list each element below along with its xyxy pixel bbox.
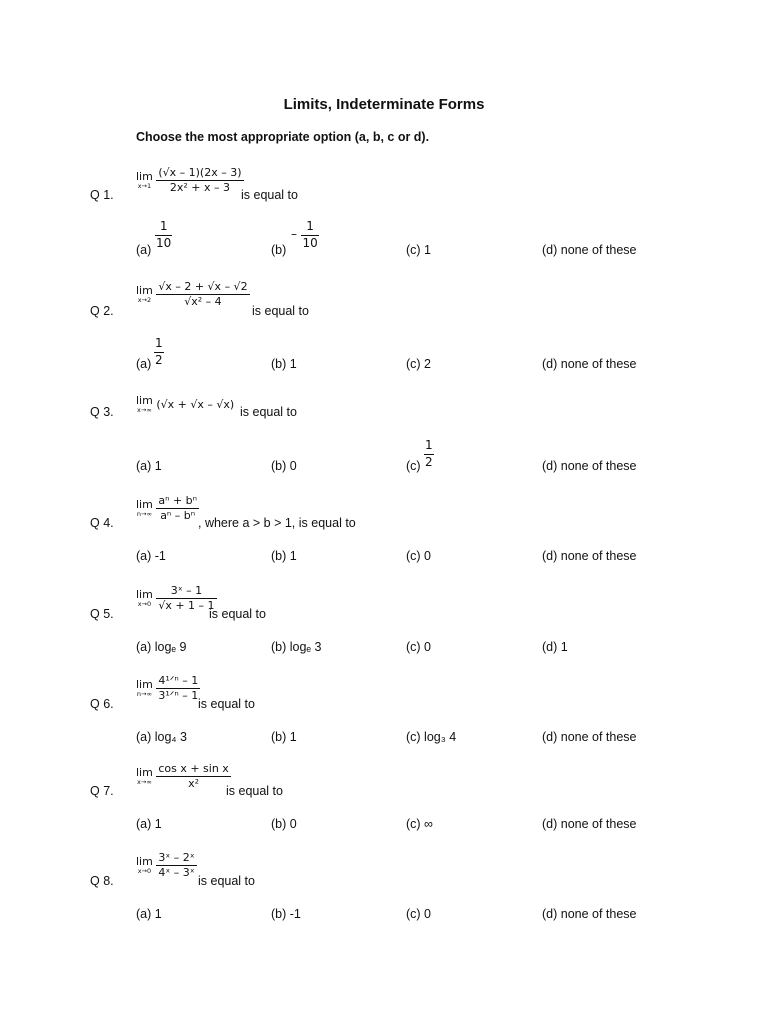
lim-operator: lim x→∞	[136, 766, 153, 786]
question-suffix: , where a > b > 1, is equal to	[198, 516, 356, 530]
option-b[interactable]: (b) -1	[271, 907, 301, 921]
question-label: Q 5.	[90, 607, 114, 621]
question-label: Q 6.	[90, 697, 114, 711]
question-suffix: is equal to	[198, 874, 255, 888]
denominator: aⁿ – bⁿ	[156, 508, 199, 523]
question-suffix: is equal to	[226, 784, 283, 798]
option-b[interactable]: (b) logₑ 3	[271, 640, 322, 654]
question-label: Q 7.	[90, 784, 114, 798]
question-suffix: is equal to	[252, 304, 309, 318]
option-b[interactable]: (b) 1	[271, 549, 297, 563]
option-b[interactable]: (b) 0	[271, 459, 297, 473]
limit-expression	[136, 674, 200, 703]
fraction	[156, 280, 249, 309]
fraction	[156, 494, 199, 523]
numerator: √x – 2 + √x – √2	[158, 280, 248, 293]
denominator: 4ˣ – 3ˣ	[158, 865, 195, 879]
lim-operator: lim x→2	[136, 284, 153, 304]
denominator: 2x² + x – 3	[156, 180, 243, 195]
option-a[interactable]: (a) logₑ 9	[136, 640, 187, 654]
option-a[interactable]: (a) log₄ 3	[136, 730, 187, 744]
question-suffix: is equal to	[241, 188, 298, 202]
question-suffix: is equal to	[240, 405, 297, 419]
denominator: 3¹ᐟⁿ – 1	[158, 688, 199, 702]
option-b[interactable]: (b)	[271, 243, 287, 257]
limit-expression	[136, 762, 231, 791]
option-d[interactable]: (d) none of these	[542, 357, 637, 371]
option-c[interactable]: (c) 0	[406, 549, 431, 563]
numerator: aⁿ + bⁿ	[158, 494, 198, 507]
limit-expression	[136, 494, 199, 523]
option-a[interactable]: (a) 1	[136, 907, 162, 921]
lim-operator: lim x→∞	[136, 394, 153, 414]
option-d[interactable]: (d) none of these	[542, 907, 637, 921]
option-c[interactable]: (c) 0	[406, 907, 431, 921]
limit-expression	[136, 280, 250, 309]
lim-operator: lim x→0	[136, 855, 153, 875]
fraction	[156, 674, 200, 703]
question-label: Q 2.	[90, 304, 114, 318]
numerator: 3ˣ – 2ˣ	[158, 851, 195, 864]
lim-operator: lim x→0	[136, 588, 153, 608]
numerator: 3ˣ – 1	[170, 584, 203, 597]
option-a[interactable]: (a)	[136, 243, 152, 257]
expression-body: (√x + √x – √x)	[156, 397, 235, 411]
option-d[interactable]: (d) none of these	[542, 459, 637, 473]
question-label: Q 8.	[90, 874, 114, 888]
question-label: Q 3.	[90, 405, 114, 419]
option-a[interactable]: (a) 1	[136, 459, 162, 473]
option-a[interactable]: (a) -1	[136, 549, 166, 563]
option-d[interactable]: (d) none of these	[542, 243, 637, 257]
instructions: Choose the most appropriate option (a, b, c or d).	[136, 130, 430, 144]
denominator: √x² – 4	[156, 294, 249, 309]
option-c[interactable]: (c) 1	[406, 243, 431, 257]
limit-expression	[136, 166, 244, 195]
option-c[interactable]: (c) ∞	[406, 817, 433, 831]
limit-expression	[136, 584, 217, 613]
lim-operator: lim n→∞	[136, 678, 153, 698]
option-b[interactable]: (b) 1	[271, 357, 297, 371]
option-c[interactable]: (c) log₃ 4	[406, 730, 457, 744]
fraction	[156, 166, 243, 195]
limit-expression	[136, 851, 197, 880]
option-b-fraction: – $\frac{1}{10}$	[291, 219, 318, 250]
option-d[interactable]: (d) none of these	[542, 817, 637, 831]
question-suffix: is equal to	[198, 697, 255, 711]
option-c[interactable]: (c) 0	[406, 640, 431, 654]
option-a-fraction: $\frac{1}{2}$	[155, 336, 163, 367]
option-d[interactable]: (d) 1	[542, 640, 568, 654]
numerator: (√x – 1)(2x – 3)	[158, 166, 242, 179]
lim-operator: lim n→∞	[136, 498, 153, 518]
option-c[interactable]: (c)	[406, 459, 421, 473]
question-label: Q 4.	[90, 516, 114, 530]
limit-expression	[136, 395, 234, 414]
denominator: x²	[156, 776, 231, 791]
question-label: Q 1.	[90, 188, 114, 202]
option-d[interactable]: (d) none of these	[542, 549, 637, 563]
option-c-fraction: $\frac{1}{2}$	[425, 438, 433, 469]
denominator: √x + 1 – 1	[158, 598, 215, 612]
fraction	[156, 762, 231, 791]
lim-operator: lim x→1	[136, 170, 153, 190]
fraction	[156, 584, 216, 613]
numerator: cos x + sin x	[158, 762, 229, 775]
option-b[interactable]: (b) 0	[271, 817, 297, 831]
page-title: Limits, Indeterminate Forms	[283, 96, 485, 113]
fraction	[156, 851, 196, 880]
option-a[interactable]: (a) 1	[136, 817, 162, 831]
option-d[interactable]: (d) none of these	[542, 730, 637, 744]
option-a[interactable]: (a)	[136, 357, 152, 371]
option-b[interactable]: (b) 1	[271, 730, 297, 744]
question-suffix: is equal to	[209, 607, 266, 621]
option-a-fraction: $\frac{1}{10}$	[156, 219, 172, 250]
option-c[interactable]: (c) 2	[406, 357, 431, 371]
numerator: 4¹ᐟⁿ – 1	[158, 674, 199, 687]
